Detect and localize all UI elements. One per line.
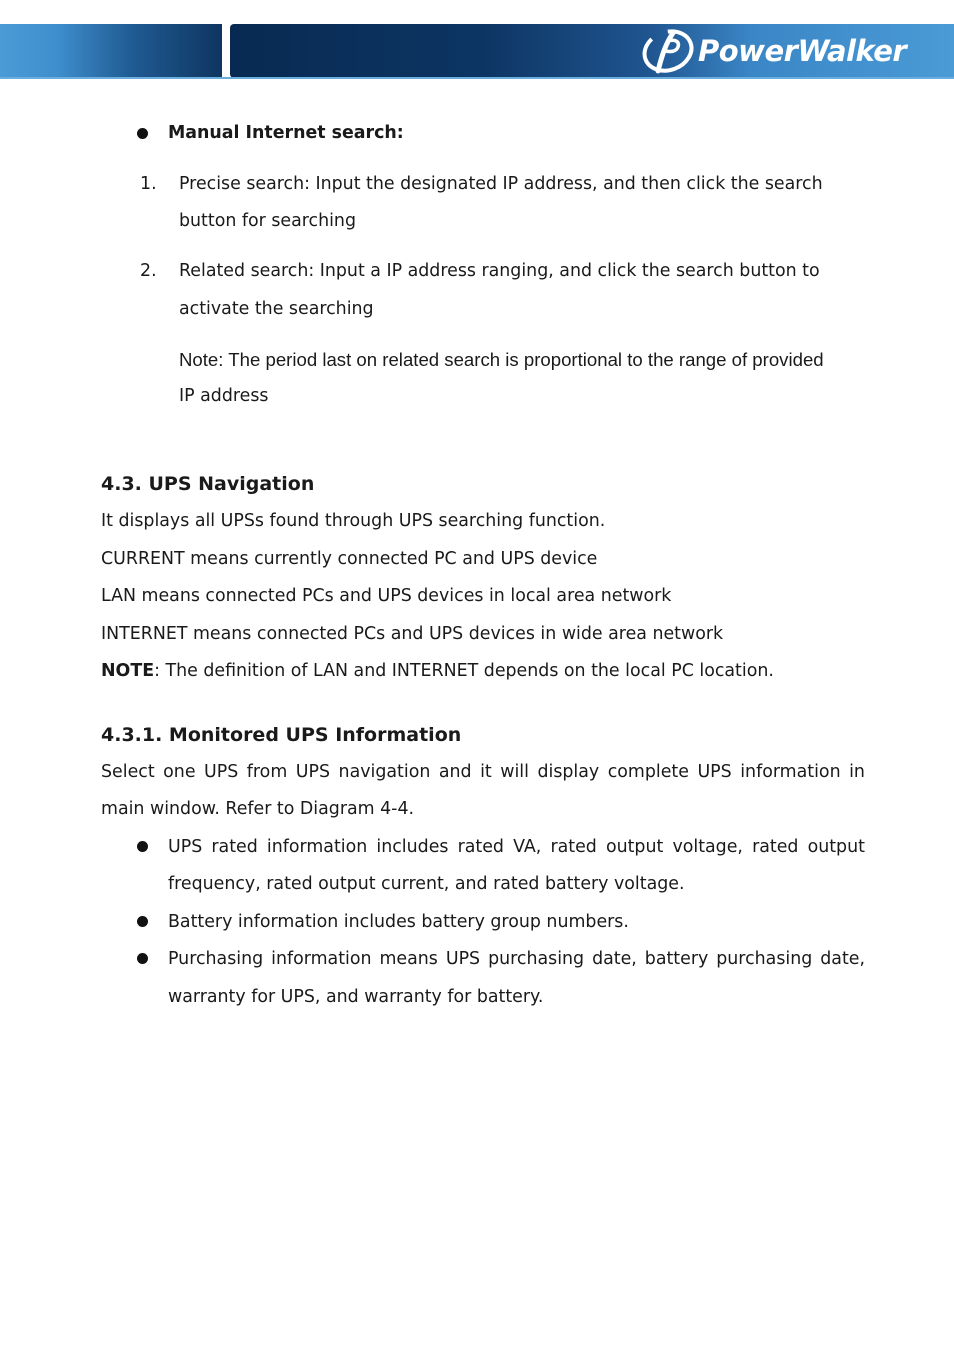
list-item-2-line1: Related search: Input a IP address ranging, and click the search button to — [179, 261, 820, 281]
nav-line-3: LAN means connected PCs and UPS devices in local area network — [101, 586, 672, 606]
word: display — [537, 762, 600, 782]
bullet-dot — [137, 128, 148, 139]
word: means — [379, 949, 438, 969]
bullet-1-line1 — [168, 839, 865, 856]
word: UPS — [204, 762, 239, 782]
bullet-3-line2: warranty for UPS, and warranty for battery. — [168, 987, 544, 1007]
word: output — [605, 837, 664, 857]
word: rated — [211, 837, 258, 857]
list-item-1-line2: button for searching — [179, 211, 356, 231]
list-item-2-line2: activate the searching — [179, 299, 374, 319]
page-header — [0, 0, 954, 80]
word: navigation — [338, 762, 431, 782]
bullet-1-line2: frequency, rated output current, and rated battery voltage. — [168, 874, 685, 894]
bullet-dot — [137, 916, 148, 927]
word: one — [163, 762, 196, 782]
word: date, — [592, 949, 637, 969]
search-note-line2: IP address — [179, 386, 269, 406]
section-heading-monitored-ups: 4.3.1. Monitored UPS Information — [101, 724, 462, 746]
word: and — [438, 762, 472, 782]
manual-search-title: Manual Internet search: — [168, 123, 404, 143]
word: battery — [644, 949, 709, 969]
bullet-3-line1 — [168, 951, 865, 968]
header-banner-left — [0, 24, 222, 78]
section-heading-ups-navigation: 4.3. UPS Navigation — [101, 473, 315, 495]
word: in — [849, 762, 865, 782]
word: information — [740, 762, 841, 782]
brand-logo — [640, 26, 906, 76]
monitored-intro-line1 — [101, 764, 865, 781]
word: rated — [752, 837, 799, 857]
monitored-intro-line2: main window. Refer to Diagram 4-4. — [101, 799, 415, 819]
search-note-line1: Note: The period last on related search is proportional to the range of provided — [179, 349, 824, 370]
word: date, — [820, 949, 865, 969]
word: voltage, — [672, 837, 743, 857]
list-number-1: 1. — [140, 174, 157, 194]
word: rated — [457, 837, 504, 857]
word: output — [807, 837, 865, 857]
word: Purchasing — [168, 949, 264, 969]
header-rule — [0, 77, 954, 79]
note-label: NOTE — [101, 661, 155, 681]
nav-line-4: INTERNET means connected PCs and UPS devices in wide area network — [101, 624, 724, 644]
word: purchasing — [488, 949, 585, 969]
list-item-1-line1: Precise search: Input the designated IP address, and then click the search — [179, 174, 823, 194]
powerwalker-swirl-logo-icon — [640, 27, 700, 75]
note-text: : The definition of LAN and INTERNET depends on the local PC location. — [154, 661, 774, 681]
word: information — [271, 949, 372, 969]
word: purchasing — [716, 949, 813, 969]
word: UPS — [295, 762, 331, 782]
word: VA, — [513, 837, 542, 857]
word: includes — [376, 837, 449, 857]
word: Select — [101, 762, 155, 782]
word: UPS — [168, 837, 203, 857]
word: from — [246, 762, 288, 782]
brand-name: PowerWalker — [698, 34, 907, 68]
bullet-dot — [137, 841, 148, 852]
nav-note — [101, 663, 774, 680]
word: UPS — [697, 762, 732, 782]
nav-line-2: CURRENT means currently connected PC and UPS device — [101, 549, 598, 569]
list-number-2: 2. — [140, 261, 157, 281]
bullet-2-line1: Battery information includes battery group numbers. — [168, 912, 629, 932]
word: rated — [550, 837, 597, 857]
word: information — [266, 837, 368, 857]
word: complete — [607, 762, 689, 782]
bullet-dot — [137, 953, 148, 964]
word: it — [480, 762, 492, 782]
nav-line-1: It displays all UPSs found through UPS searching function. — [101, 511, 606, 531]
word: will — [500, 762, 529, 782]
word: UPS — [445, 949, 481, 969]
